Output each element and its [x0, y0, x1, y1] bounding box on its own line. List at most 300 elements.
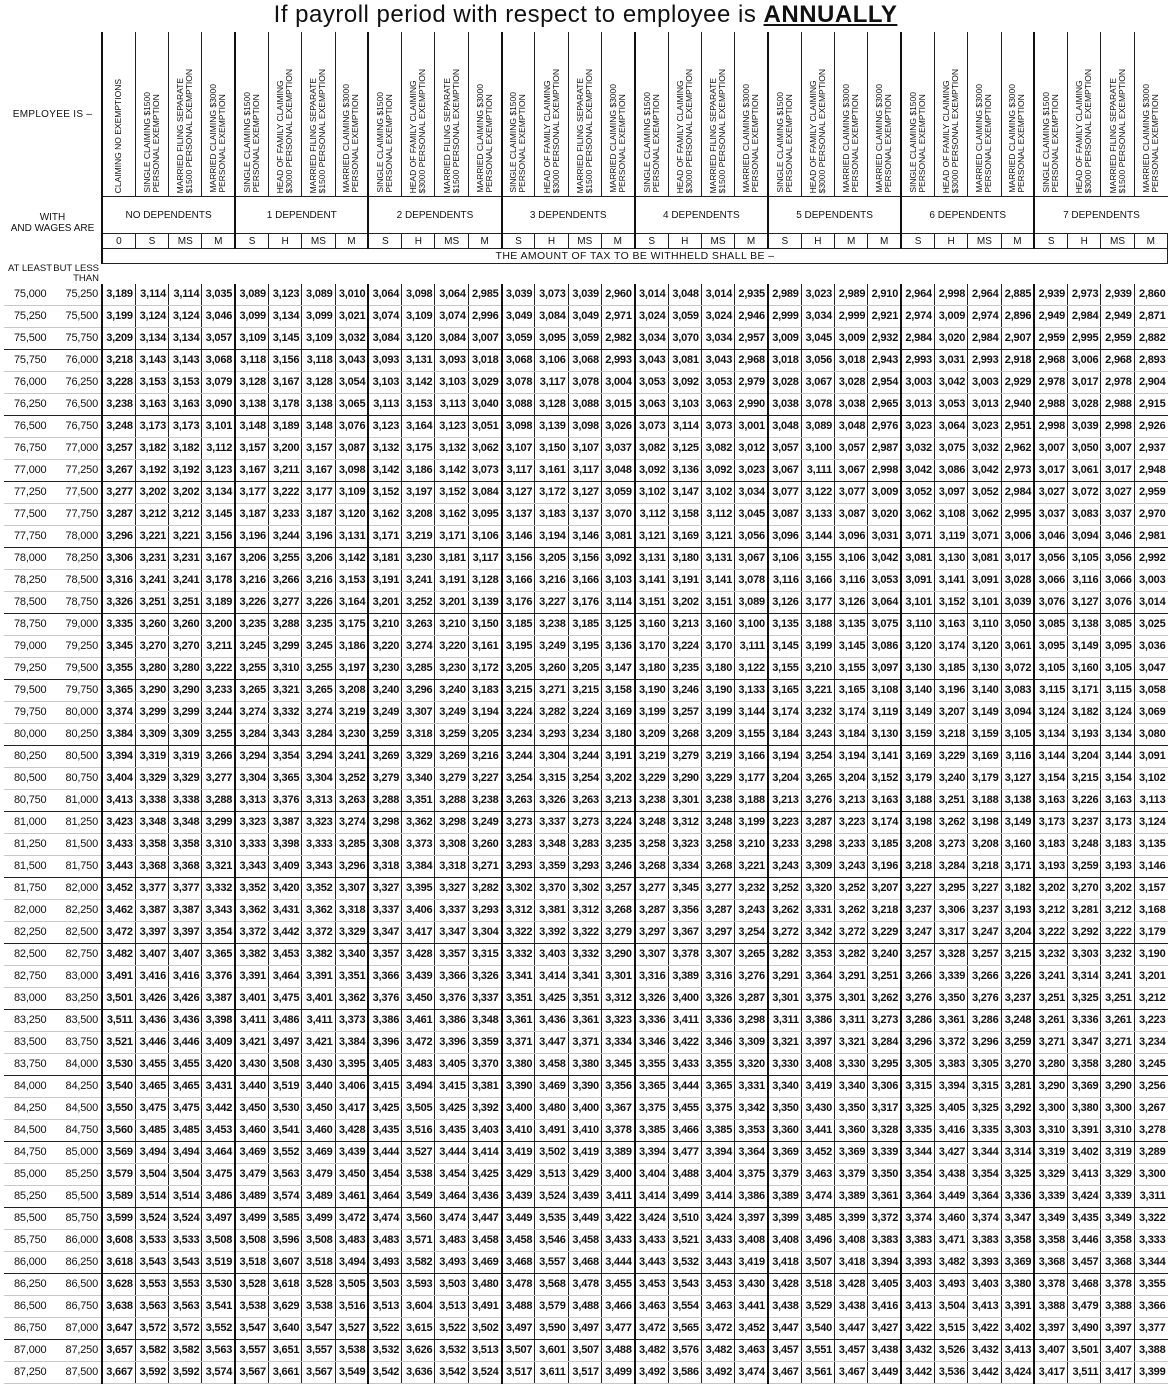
status-code: M — [868, 234, 901, 249]
tax-amount: 3,244 — [268, 525, 301, 547]
tax-amount: 3,395 — [402, 877, 435, 899]
tax-amount: 3,384 — [402, 855, 435, 877]
tax-amount: 3,083 — [1068, 503, 1101, 525]
tax-amount: 3,439 — [568, 1185, 601, 1207]
tax-amount: 3,291 — [835, 965, 868, 987]
column-label — [868, 32, 901, 197]
tax-amount: 3,228 — [102, 371, 135, 393]
tax-amount: 3,519 — [268, 1075, 301, 1097]
tax-amount: 3,333 — [235, 833, 268, 855]
tax-amount: 3,259 — [368, 723, 401, 745]
column-label — [1134, 32, 1167, 197]
tax-amount: 3,048 — [601, 459, 634, 481]
tax-amount: 3,335 — [901, 1119, 934, 1141]
tax-amount: 3,123 — [368, 415, 401, 437]
column-label — [268, 32, 301, 197]
tax-amount: 3,312 — [601, 987, 634, 1009]
tax-amount: 3,457 — [835, 1339, 868, 1361]
tax-amount: 3,313 — [302, 789, 335, 811]
tax-amount: 3,300 — [1134, 1163, 1167, 1185]
tax-amount: 3,340 — [768, 1075, 801, 1097]
tax-amount: 3,267 — [102, 459, 135, 481]
tax-amount: 3,439 — [502, 1185, 535, 1207]
tax-amount: 3,382 — [302, 943, 335, 965]
tax-amount: 3,118 — [235, 349, 268, 371]
column-label — [568, 32, 601, 197]
wage-at-least: 85,000 — [4, 1163, 53, 1185]
tax-amount: 3,400 — [568, 1097, 601, 1119]
tax-amount: 3,248 — [701, 811, 734, 833]
tax-amount: 3,226 — [1001, 965, 1034, 987]
tax-amount: 3,312 — [568, 899, 601, 921]
tax-amount: 3,422 — [601, 1207, 634, 1229]
tax-amount: 3,113 — [1134, 789, 1167, 811]
tax-amount: 3,310 — [268, 657, 301, 679]
tax-amount: 3,043 — [701, 349, 734, 371]
tax-amount: 3,464 — [268, 965, 301, 987]
tax-amount: 3,276 — [968, 987, 1001, 1009]
wage-at-least: 79,000 — [4, 635, 53, 657]
tax-amount: 3,072 — [1068, 481, 1101, 503]
tax-amount: 3,358 — [135, 833, 168, 855]
tax-amount: 3,202 — [1101, 877, 1134, 899]
tax-amount: 2,964 — [968, 284, 1001, 306]
tax-amount: 3,540 — [102, 1075, 135, 1097]
tax-amount: 3,355 — [635, 1053, 668, 1075]
tax-amount: 3,154 — [1101, 767, 1134, 789]
tax-amount: 3,202 — [668, 591, 701, 613]
column-label — [668, 32, 701, 197]
tax-amount: 3,592 — [135, 1361, 168, 1383]
tax-amount: 3,061 — [1001, 635, 1034, 657]
tax-amount: 3,265 — [735, 943, 768, 965]
tax-amount: 3,319 — [1034, 1141, 1067, 1163]
tax-amount: 3,322 — [568, 921, 601, 943]
tax-amount: 3,485 — [135, 1119, 168, 1141]
table-row — [4, 657, 1168, 679]
tax-amount: 2,971 — [601, 305, 634, 327]
tax-amount: 3,547 — [302, 1317, 335, 1339]
wage-at-least: 75,000 — [4, 284, 53, 306]
tax-amount: 3,395 — [335, 1053, 368, 1075]
tax-amount: 3,028 — [1068, 393, 1101, 415]
tax-amount: 3,508 — [202, 1229, 235, 1251]
tax-amount: 3,195 — [502, 635, 535, 657]
tax-amount: 3,210 — [735, 833, 768, 855]
tax-amount: 3,026 — [601, 415, 634, 437]
tax-amount: 3,144 — [1101, 745, 1134, 767]
tax-amount: 3,657 — [102, 1339, 135, 1361]
tax-amount: 3,358 — [1001, 1229, 1034, 1251]
tax-amount: 3,284 — [302, 723, 335, 745]
wage-but-less-than: 80,500 — [53, 745, 102, 767]
tax-amount: 3,007 — [1034, 437, 1067, 459]
tax-amount: 3,360 — [835, 1119, 868, 1141]
tax-amount: 3,302 — [502, 877, 535, 899]
tax-amount: 3,296 — [102, 525, 135, 547]
tax-amount: 3,177 — [235, 481, 268, 503]
tax-amount: 3,168 — [1134, 899, 1167, 921]
wage-at-least: 79,750 — [4, 701, 53, 723]
tax-amount: 3,144 — [801, 525, 834, 547]
dependents-group-label: 3 DEPENDENTS — [502, 197, 635, 234]
tax-amount: 3,081 — [601, 525, 634, 547]
wage-at-least: 77,500 — [4, 503, 53, 525]
tax-amount: 3,265 — [302, 679, 335, 701]
tax-amount: 3,271 — [1034, 1031, 1067, 1053]
tax-amount: 3,182 — [1068, 701, 1101, 723]
tax-amount: 3,340 — [835, 1075, 868, 1097]
tax-amount: 3,212 — [1034, 899, 1067, 921]
tax-amount: 3,147 — [668, 481, 701, 503]
status-code: S — [768, 234, 801, 249]
tax-amount: 3,278 — [1134, 1119, 1167, 1141]
tax-amount: 3,361 — [868, 1185, 901, 1207]
tax-amount: 3,255 — [202, 723, 235, 745]
tax-amount: 3,449 — [934, 1185, 967, 1207]
tax-amount: 3,516 — [335, 1295, 368, 1317]
tax-amount: 3,383 — [901, 1229, 934, 1251]
tax-amount: 3,249 — [368, 701, 401, 723]
tax-amount: 3,240 — [368, 679, 401, 701]
tax-amount: 3,378 — [668, 943, 701, 965]
tax-amount: 2,984 — [1001, 481, 1034, 503]
tax-amount: 3,359 — [535, 855, 568, 877]
title-prefix: If payroll period with respect to employee is — [273, 1, 757, 28]
tax-amount: 3,134 — [202, 481, 235, 503]
tax-amount: 3,293 — [568, 855, 601, 877]
tax-amount: 3,279 — [601, 921, 634, 943]
tax-amount: 3,095 — [1101, 635, 1134, 657]
tax-amount: 3,024 — [635, 305, 668, 327]
tax-amount: 3,514 — [135, 1185, 168, 1207]
tax-amount: 3,213 — [668, 613, 701, 635]
tax-amount: 3,244 — [568, 745, 601, 767]
tax-amount: 3,180 — [701, 657, 734, 679]
tax-amount: 3,377 — [169, 877, 202, 899]
table-row — [4, 459, 1168, 481]
tax-amount: 3,149 — [901, 701, 934, 723]
tax-amount: 3,266 — [901, 965, 934, 987]
tax-amount: 3,290 — [601, 943, 634, 965]
tax-amount: 3,230 — [335, 723, 368, 745]
tax-amount: 3,292 — [1001, 1097, 1034, 1119]
tax-amount: 3,190 — [1134, 943, 1167, 965]
tax-amount: 3,518 — [801, 1273, 834, 1295]
column-label — [435, 32, 468, 197]
tax-amount: 3,163 — [169, 393, 202, 415]
tax-amount: 3,450 — [302, 1097, 335, 1119]
tax-amount: 3,542 — [435, 1361, 468, 1383]
tax-amount: 3,014 — [635, 284, 668, 306]
tax-amount: 3,440 — [302, 1075, 335, 1097]
tax-amount: 3,394 — [635, 1141, 668, 1163]
tax-amount: 3,268 — [701, 855, 734, 877]
tax-amount: 3,386 — [435, 1009, 468, 1031]
tax-amount: 3,023 — [735, 459, 768, 481]
tax-amount: 3,172 — [468, 657, 501, 679]
tax-amount: 3,499 — [668, 1185, 701, 1207]
withholding-table — [4, 32, 1168, 1384]
tax-amount: 3,116 — [835, 569, 868, 591]
status-code: MS — [169, 234, 202, 249]
tax-amount: 3,177 — [735, 767, 768, 789]
tax-amount: 3,417 — [1101, 1361, 1134, 1383]
tax-amount: 3,491 — [102, 965, 135, 987]
column-label — [635, 32, 668, 197]
tax-amount: 3,090 — [202, 393, 235, 415]
tax-amount: 3,252 — [835, 877, 868, 899]
wage-but-less-than: 77,250 — [53, 459, 102, 481]
tax-amount: 3,006 — [1068, 349, 1101, 371]
tax-amount: 3,375 — [701, 1097, 734, 1119]
tax-amount: 3,113 — [368, 393, 401, 415]
tax-amount: 3,216 — [535, 569, 568, 591]
column-label-text: CLAIMING NO EXEMPTIONS — [113, 78, 124, 193]
table-row — [4, 305, 1168, 327]
tax-amount: 3,457 — [1068, 1251, 1101, 1273]
tax-amount: 3,340 — [402, 767, 435, 789]
tax-amount: 3,404 — [635, 1163, 668, 1185]
tax-amount: 3,561 — [801, 1361, 834, 1383]
tax-amount: 3,365 — [268, 767, 301, 789]
tax-amount: 3,254 — [735, 921, 768, 943]
tax-amount: 3,227 — [468, 767, 501, 789]
tax-amount: 3,417 — [402, 921, 435, 943]
tax-amount: 3,388 — [1101, 1295, 1134, 1317]
tax-amount: 3,166 — [801, 569, 834, 591]
tax-amount: 3,245 — [1134, 1053, 1167, 1075]
tax-amount: 3,257 — [668, 701, 701, 723]
tax-amount: 3,362 — [402, 811, 435, 833]
tax-amount: 2,974 — [901, 305, 934, 327]
tax-amount: 3,028 — [768, 371, 801, 393]
wage-but-less-than: 75,500 — [53, 305, 102, 327]
tax-amount: 3,215 — [568, 679, 601, 701]
wage-but-less-than: 86,000 — [53, 1229, 102, 1251]
wage-but-less-than: 81,500 — [53, 833, 102, 855]
tax-amount: 3,074 — [368, 305, 401, 327]
tax-amount: 3,196 — [302, 525, 335, 547]
wage-but-less-than: 83,500 — [53, 1009, 102, 1031]
wage-but-less-than: 83,750 — [53, 1031, 102, 1053]
tax-amount: 3,408 — [768, 1229, 801, 1251]
tax-amount: 3,491 — [535, 1119, 568, 1141]
tax-amount: 3,038 — [835, 393, 868, 415]
tax-amount: 3,288 — [368, 789, 401, 811]
tax-amount: 2,979 — [735, 371, 768, 393]
table-row — [4, 371, 1168, 393]
wage-but-less-than: 80,250 — [53, 723, 102, 745]
tax-amount: 3,194 — [468, 701, 501, 723]
tax-amount: 3,273 — [568, 811, 601, 833]
tax-amount: 3,285 — [402, 657, 435, 679]
tax-amount: 3,557 — [235, 1339, 268, 1361]
tax-amount: 3,145 — [268, 327, 301, 349]
tax-amount: 2,993 — [968, 349, 1001, 371]
tax-amount: 3,249 — [435, 701, 468, 723]
tax-amount: 3,259 — [1068, 855, 1101, 877]
tax-amount: 3,034 — [701, 327, 734, 349]
tax-amount: 3,399 — [768, 1207, 801, 1229]
tax-amount: 3,160 — [1001, 833, 1034, 855]
tax-amount: 3,280 — [1034, 1053, 1067, 1075]
tax-amount: 3,530 — [268, 1097, 301, 1119]
tax-amount: 3,332 — [268, 701, 301, 723]
wage-at-least: 75,250 — [4, 305, 53, 327]
tax-amount: 3,283 — [568, 833, 601, 855]
table-row — [4, 1185, 1168, 1207]
tax-amount: 3,100 — [735, 613, 768, 635]
tax-amount: 3,350 — [768, 1097, 801, 1119]
tax-amount: 3,257 — [968, 943, 1001, 965]
status-code: M — [735, 234, 768, 249]
tax-amount: 3,309 — [135, 723, 168, 745]
table-row — [4, 877, 1168, 899]
wage-at-least: 78,750 — [4, 613, 53, 635]
tax-amount: 3,124 — [169, 305, 202, 327]
tax-amount: 3,157 — [1134, 877, 1167, 899]
tax-amount: 3,334 — [601, 1031, 634, 1053]
column-label-text: MARRIED FILING SEPARATE $1500 PERSONAL EXEMPTION — [308, 68, 328, 193]
tax-amount: 3,179 — [901, 767, 934, 789]
wage-at-least: 85,750 — [4, 1229, 53, 1251]
tax-amount: 2,915 — [1134, 393, 1167, 415]
wage-but-less-than: 76,750 — [53, 415, 102, 437]
tax-amount: 3,128 — [302, 371, 335, 393]
tax-amount: 3,313 — [235, 789, 268, 811]
tax-amount: 3,177 — [302, 481, 335, 503]
tax-amount: 3,535 — [535, 1207, 568, 1229]
status-code: MS — [568, 234, 601, 249]
tax-amount: 3,347 — [1001, 1207, 1034, 1229]
tax-amount: 3,092 — [668, 371, 701, 393]
column-label-text: MARRIED FILING SEPARATE $1500 PERSONAL EXEMPTION — [441, 68, 461, 193]
tax-amount: 3,608 — [102, 1229, 135, 1251]
wage-at-least: 83,000 — [4, 987, 53, 1009]
tax-amount: 3,102 — [701, 481, 734, 503]
tax-amount: 3,151 — [701, 591, 734, 613]
tax-amount: 3,112 — [701, 503, 734, 525]
column-label — [302, 32, 335, 197]
tax-amount: 3,450 — [402, 987, 435, 1009]
tax-amount: 3,439 — [402, 965, 435, 987]
tax-amount: 3,452 — [102, 877, 135, 899]
tax-amount: 3,359 — [468, 1031, 501, 1053]
tax-amount: 3,414 — [701, 1185, 734, 1207]
tax-amount: 2,987 — [868, 437, 901, 459]
table-row — [4, 679, 1168, 701]
tax-amount: 3,132 — [368, 437, 401, 459]
tax-amount: 3,208 — [968, 833, 1001, 855]
tax-amount: 3,254 — [502, 767, 535, 789]
tax-amount: 3,369 — [835, 1141, 868, 1163]
tax-amount: 3,077 — [768, 481, 801, 503]
tax-amount: 3,316 — [701, 965, 734, 987]
wage-at-least: 84,500 — [4, 1119, 53, 1141]
tax-amount: 3,159 — [968, 723, 1001, 745]
tax-amount: 3,189 — [102, 284, 135, 306]
tax-amount: 3,499 — [302, 1207, 335, 1229]
tax-amount: 3,511 — [1068, 1361, 1101, 1383]
tax-amount: 3,458 — [502, 1229, 535, 1251]
tax-amount: 3,276 — [735, 965, 768, 987]
tax-amount: 3,371 — [568, 1031, 601, 1053]
tax-amount: 3,618 — [102, 1251, 135, 1273]
tax-amount: 3,384 — [102, 723, 135, 745]
tax-amount: 3,222 — [1101, 921, 1134, 943]
tax-amount: 3,187 — [302, 503, 335, 525]
tax-amount: 3,037 — [1101, 503, 1134, 525]
tax-amount: 3,088 — [568, 393, 601, 415]
tax-amount: 3,259 — [435, 723, 468, 745]
tax-amount: 3,341 — [502, 965, 535, 987]
column-label-text: MARRIED CLAIMING $3000 PERSONAL EXEMPTION — [607, 84, 627, 193]
tax-amount: 2,939 — [1101, 284, 1134, 306]
tax-amount: 2,957 — [735, 327, 768, 349]
tax-amount: 3,318 — [435, 855, 468, 877]
tax-amount: 3,413 — [1001, 1339, 1034, 1361]
tax-amount: 3,042 — [901, 459, 934, 481]
tax-amount: 3,394 — [701, 1141, 734, 1163]
tax-amount: 3,378 — [601, 1119, 634, 1141]
tax-amount: 3,521 — [668, 1229, 701, 1251]
tax-amount: 3,428 — [768, 1273, 801, 1295]
tax-amount: 3,519 — [202, 1251, 235, 1273]
tax-amount: 3,042 — [868, 547, 901, 569]
wage-but-less-than: 81,250 — [53, 811, 102, 833]
tax-amount: 3,092 — [635, 459, 668, 481]
tax-amount: 3,292 — [1068, 921, 1101, 943]
tax-amount: 3,056 — [735, 525, 768, 547]
tax-amount: 3,124 — [1134, 811, 1167, 833]
tax-amount: 3,137 — [502, 503, 535, 525]
tax-amount: 3,480 — [535, 1097, 568, 1119]
tax-amount: 3,231 — [135, 547, 168, 569]
tax-amount: 3,384 — [335, 1031, 368, 1053]
tax-amount: 3,514 — [169, 1185, 202, 1207]
tax-amount: 3,255 — [268, 547, 301, 569]
tax-amount: 3,132 — [435, 437, 468, 459]
tax-amount: 3,489 — [302, 1185, 335, 1207]
tax-amount: 3,124 — [135, 305, 168, 327]
tax-amount: 3,098 — [568, 415, 601, 437]
tax-amount: 3,240 — [934, 767, 967, 789]
tax-amount: 3,339 — [1101, 1185, 1134, 1207]
tax-amount: 3,667 — [102, 1361, 135, 1383]
tax-amount: 3,124 — [1101, 701, 1134, 723]
tax-amount: 3,335 — [102, 613, 135, 635]
tax-amount: 3,413 — [102, 789, 135, 811]
tax-amount: 3,235 — [235, 613, 268, 635]
tax-amount: 3,271 — [468, 855, 501, 877]
tax-amount: 3,213 — [768, 789, 801, 811]
tax-amount: 3,326 — [701, 987, 734, 1009]
tax-amount: 3,385 — [701, 1119, 734, 1141]
tax-amount: 3,163 — [868, 789, 901, 811]
wage-at-least: 82,500 — [4, 943, 53, 965]
tax-amount: 3,067 — [735, 547, 768, 569]
tax-amount: 3,396 — [368, 1031, 401, 1053]
tax-amount: 3,563 — [169, 1295, 202, 1317]
wage-at-least: 80,500 — [4, 767, 53, 789]
tax-amount: 3,323 — [235, 811, 268, 833]
tax-amount: 3,245 — [235, 635, 268, 657]
tax-amount: 3,260 — [468, 833, 501, 855]
wage-but-less-than: 85,750 — [53, 1207, 102, 1229]
tax-amount: 3,541 — [268, 1119, 301, 1141]
tax-amount: 3,474 — [801, 1185, 834, 1207]
